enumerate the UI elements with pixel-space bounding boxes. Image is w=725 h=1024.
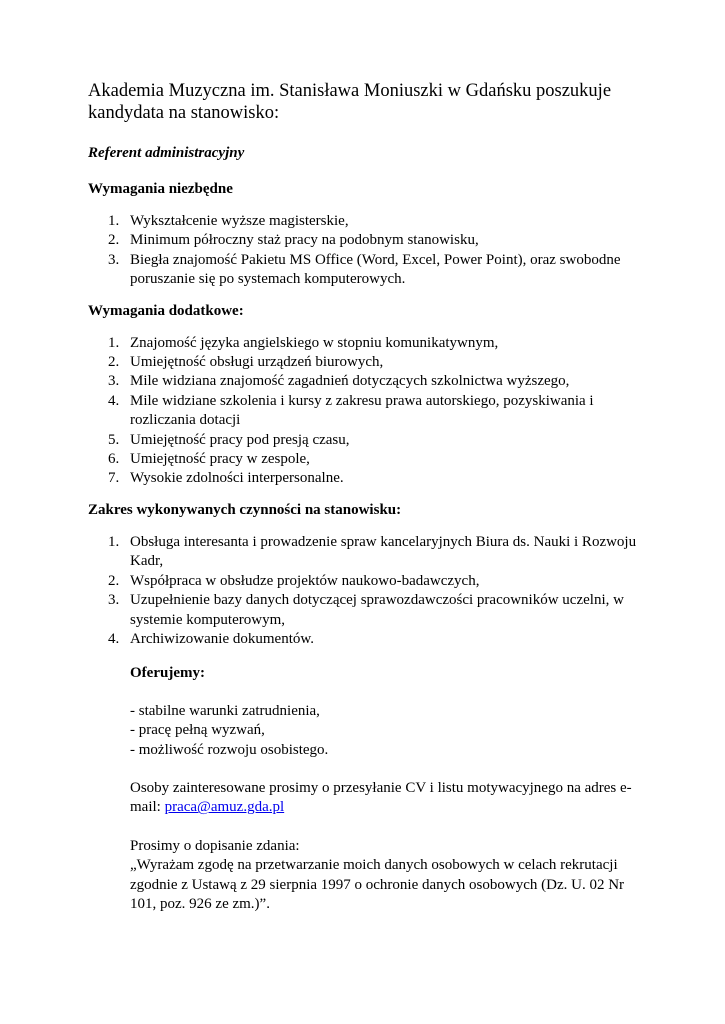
list-item-text: Uzupełnienie bazy danych dotyczącej sprawozdawczości pracowników uczelni, w systemie komputerowym, (130, 592, 624, 628)
list-item-text: Obsługa interesanta i prowadzenie spraw kancelaryjnych Biura ds. Nauki i Rozwoju Kadr, (130, 533, 637, 570)
list-item (88, 572, 648, 591)
list-item-text: Wysokie zdolności interpersonalne. (130, 470, 344, 487)
list-item-text: Minimum półroczny staż pracy na podobnym stanowisku, (130, 232, 479, 249)
list-item-text: Mile widziana znajomość zagadnień dotyczących szkolnictwa wyższego, (130, 373, 570, 390)
list-number: 3. (108, 373, 120, 390)
list-number: 1. (108, 533, 120, 550)
list-number: 6. (108, 451, 120, 468)
required-section-title: Wymagania niezbędne (88, 181, 233, 197)
list-number: 5. (108, 431, 120, 448)
list-item-text: Archiwizowanie dokumentów. (130, 630, 314, 647)
list-item (88, 372, 648, 391)
list-number: 3. (108, 592, 120, 609)
contact-text: Osoby zainteresowane prosimy o przesyłanie CV i listu motywacyjnego na adres e-mail: (130, 779, 632, 816)
consent-paragraph (130, 837, 648, 915)
offer-title: Oferujemy: (130, 665, 205, 682)
offer-item: - stabilne warunki zatrudnienia, (130, 702, 320, 719)
offer-item: - możliwość rozwoju osobistego. (130, 741, 329, 758)
list-number: 2. (108, 354, 120, 371)
list-item (88, 630, 648, 649)
list-number: 4. (108, 630, 120, 647)
consent-quote: „Wyrażam zgodę na przetwarzanie moich danych osobowych w celach rekrutacji zgodnie z Ustawą z 29 sierpnia 1997 o ochronie danych osobowych (Dz. U. 02 Nr 101, poz. 926 ze zm.)”. (130, 857, 625, 912)
email-link[interactable]: praca@amuz.gda.pl (164, 799, 285, 816)
list-item (88, 392, 648, 431)
list-number: 1. (108, 213, 120, 229)
list-item-text: Umiejętność pracy pod presją czasu, (130, 431, 350, 448)
list-item (88, 450, 648, 469)
list-item (88, 591, 648, 630)
offer-section (130, 664, 648, 914)
list-item-text: Umiejętność pracy w zespole, (130, 451, 310, 468)
document-heading: Akademia Muzyczna im. Stanisława Moniuszki w Gdańsku poszukuje kandydata na stanowisko: (88, 81, 612, 123)
list-item (88, 251, 648, 290)
additional-section-title: Wymagania dodatkowe: (88, 302, 244, 319)
list-number: 4. (108, 392, 120, 409)
list-item-text: Współpraca w obsłudze projektów naukowo-badawczych, (130, 572, 480, 589)
list-item (88, 212, 648, 231)
list-item (88, 533, 648, 572)
list-item-text: Wykształcenie wyższe magisterskie, (130, 213, 349, 229)
list-item (88, 231, 648, 250)
position-title: Referent administracyjny (88, 145, 245, 161)
consent-intro: Prosimy o dopisanie zdania: (130, 837, 300, 854)
required-list (88, 212, 648, 290)
list-number: 2. (108, 572, 120, 589)
list-item (88, 334, 648, 353)
list-item-text: Umiejętność obsługi urządzeń biurowych, (130, 354, 384, 371)
list-item-text: Znajomość języka angielskiego w stopniu komunikatywnym, (130, 334, 499, 351)
job-announcement (88, 80, 648, 914)
offer-item: - pracę pełną wyzwań, (130, 722, 265, 739)
list-number: 3. (108, 251, 120, 268)
list-item (88, 353, 648, 372)
duties-list (88, 533, 648, 649)
list-item-text: Biegła znajomość Pakietu MS Office (Word, Excel, Power Point), oraz swobodne poruszanie się po systemach komputerowych. (130, 251, 621, 288)
list-item-text: Mile widziane szkolenia i kursy z zakresu prawa autorskiego, pozyskiwania i rozliczania dotacji (130, 392, 594, 429)
list-number: 1. (108, 334, 120, 351)
additional-list (88, 334, 648, 489)
list-number: 2. (108, 232, 120, 249)
contact-paragraph (130, 779, 648, 818)
list-number: 7. (108, 470, 120, 487)
list-item (88, 431, 648, 450)
list-item (88, 469, 648, 488)
duties-section-title: Zakres wykonywanych czynności na stanowisku: (88, 501, 402, 518)
